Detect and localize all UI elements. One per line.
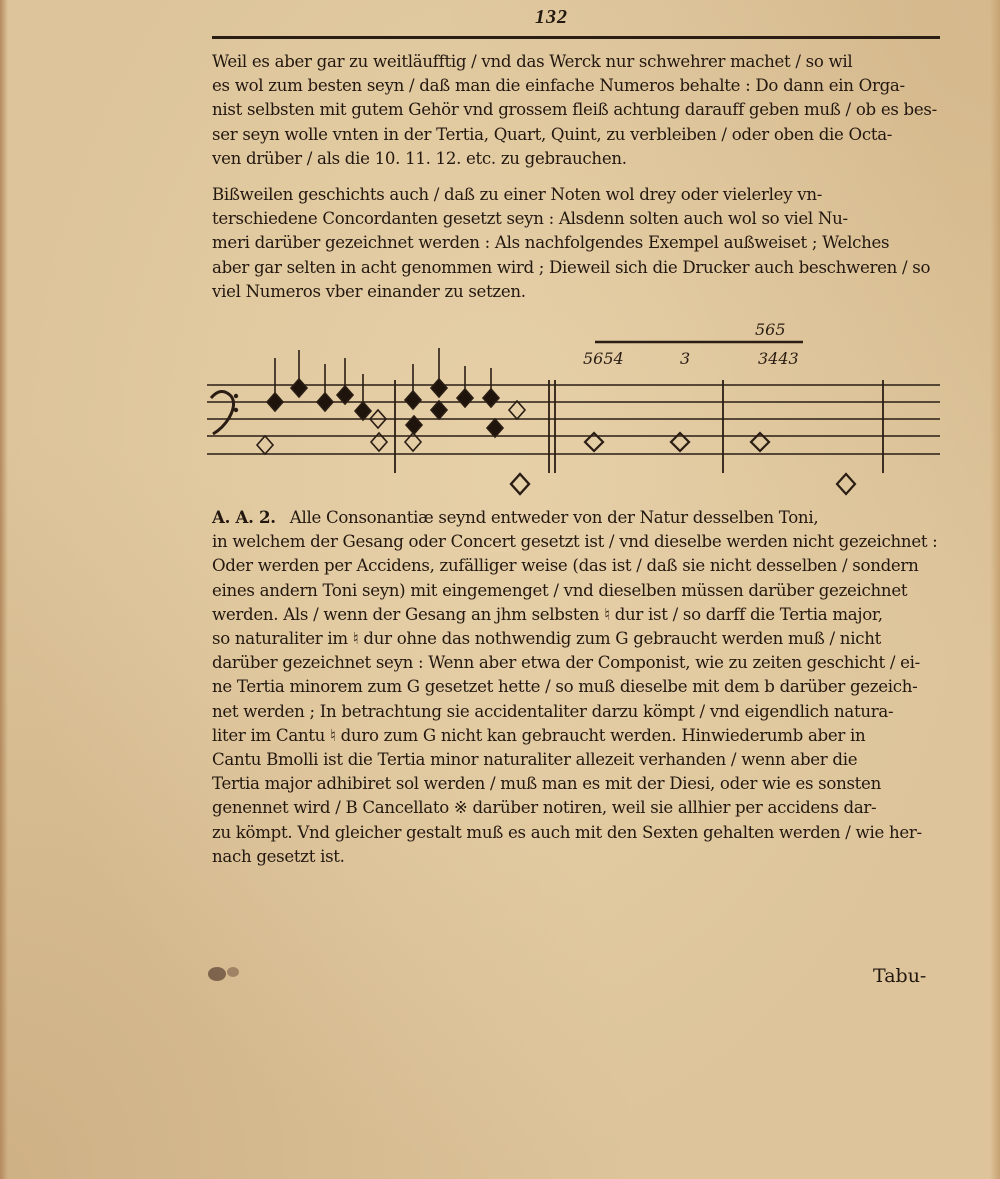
figure-number: 3443: [758, 349, 799, 368]
paragraph-concordanten: [212, 183, 940, 304]
figure-number: 3: [680, 349, 691, 368]
page-edge-shadow-right: [990, 0, 1000, 1179]
text-line-content: Alle Consonantiæ seynd entweder von der Natur desselben Toni,: [289, 508, 819, 527]
text-line: liter im Cantu ♮ duro zum G nicht kan gebraucht werden. Hinwiederumb aber in: [212, 725, 866, 745]
text-line: darüber gezeichnet seyn : Wenn aber etwa der Componist, wie zu zeiten geschicht / ei-: [212, 653, 920, 673]
staff-lines: [207, 385, 940, 454]
text-line: werden. Als / wenn der Gesang an jhm selbsten ♮ dur ist / so darff die Tertia major,: [212, 604, 883, 624]
text-line: terschiedene Concordanten gesetzt seyn : Alsdenn solten auch wol so viel Nu-: [212, 209, 848, 229]
paragraph-numeros: [212, 50, 940, 171]
figure-number: 5654: [583, 349, 624, 368]
text-line: net werden ; In betrachtung sie accidentaliter darzu kömpt / vnd eigendlich natura-: [212, 701, 894, 721]
text-line: Oder werden per Accidens, zufälliger weise (das ist / daß sie nicht desselben / sondern: [212, 556, 919, 576]
text-line: Tertia major adhibiret sol werden / muß man es mit der Diesi, oder wie es sonsten: [212, 774, 881, 794]
text-line: [212, 505, 940, 530]
bass-clef-icon: [211, 391, 238, 434]
chord-notes-group-2: [405, 348, 529, 494]
page-number: 132: [535, 6, 568, 28]
text-line: so naturaliter im ♮ dur ohne das nothwendig zum G gebraucht werden muß / nicht: [212, 629, 881, 649]
music-example: [205, 318, 945, 504]
text-line: aber gar selten in acht genommen wird ; Dieweil sich die Drucker auch beschweren / so: [212, 257, 931, 277]
staff-notation: [205, 318, 945, 500]
paragraph-consonantiae: [212, 505, 940, 869]
sustained-notes: [585, 433, 855, 494]
section-marker: A. A. 2.: [212, 507, 276, 527]
text-line: genennet wird / B Cancellato ※ darüber notiren, weil sie allhier per accidens dar-: [212, 798, 877, 818]
ink-smudge: [203, 960, 253, 984]
text-line: Weil es aber gar zu weitläufftig / vnd das Werck nur schwehrer machet / so wil: [212, 52, 853, 71]
page-edge-shadow-left: [0, 0, 8, 1179]
text-line: ven drüber / als die 10. 11. 12. etc. zu gebrauchen.: [212, 148, 627, 168]
text-line: Bißweilen geschichts auch / daß zu einer Noten wol drey oder vielerley vn-: [212, 185, 823, 204]
text-line: viel Numeros vber einander zu setzen.: [212, 281, 526, 301]
text-line: eines andern Toni seyn) mit eingemenget / vnd dieselben müssen darüber gezeichnet: [212, 580, 908, 600]
text-line: in welchem der Gesang oder Concert gesetzt ist / vnd dieselbe werden nicht gezeichnet :: [212, 532, 938, 552]
text-line: Cantu Bmolli ist die Tertia minor naturaliter allezeit verhanden / wenn aber die: [212, 750, 858, 770]
header-rule: [212, 36, 940, 39]
text-line: es wol zum besten seyn / daß man die einfache Numeros behalte : Do dann ein Orga-: [212, 76, 905, 96]
text-line: ne Tertia minorem zum G gesetzet hette / so muß dieselbe mit dem b darüber gezeich-: [212, 677, 918, 697]
text-line: nist selbsten mit gutem Gehör vnd grossem fleiß achtung darauff geben muß / ob es bes-: [212, 100, 937, 120]
text-line: meri darüber gezeichnet werden : Als nachfolgendes Exempel außweiset ; Welches: [212, 233, 890, 253]
text-line: zu kömpt. Vnd gleicher gestalt muß es auch mit den Sexten gehalten werden / wie her-: [212, 822, 922, 842]
figure-number: 565: [755, 320, 786, 339]
catchword: Tabu-: [873, 965, 927, 987]
text-line: ser seyn wolle vnten in der Tertia, Quart, Quint, zu verbleiben / oder oben die Octa-: [212, 124, 893, 144]
text-line: nach gesetzt ist.: [212, 846, 345, 866]
